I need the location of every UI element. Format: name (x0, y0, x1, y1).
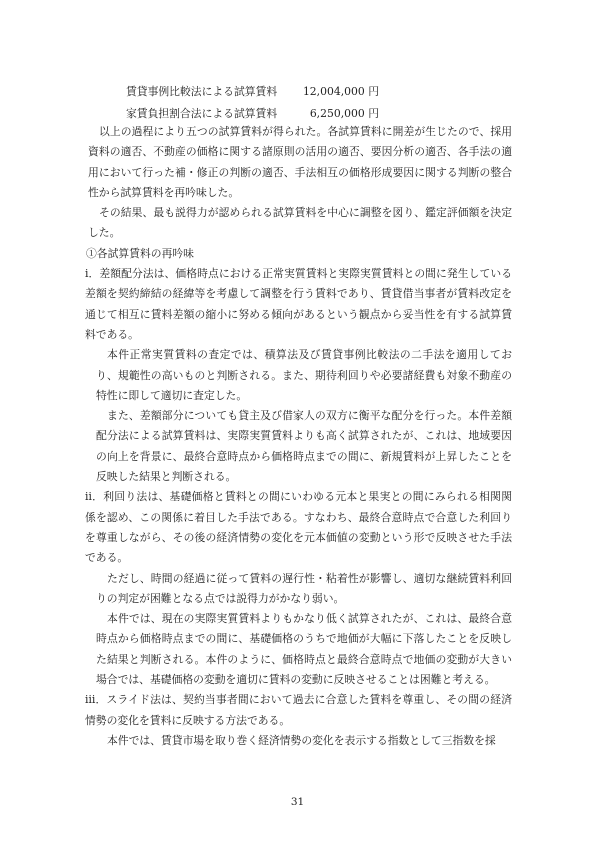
result-row-comparison (126, 85, 379, 99)
result-row-burden-ratio (126, 107, 379, 121)
paragraph-conclusion: その結果、最も説得力が認められる試算賃料を中心に調整を図り、鑑定評価額を決定した。 (88, 206, 512, 240)
page-number: 31 (290, 796, 305, 808)
list-item-paragraph: ただし、時間の経過に従って賃料の遅行性・粘着性が影響し、適切な継続賃料利回りの判定が困難となる点では説得力がかなり弱い。 (96, 571, 512, 605)
result-label: 賃貸事例比較法による試算賃料 (126, 85, 278, 98)
result-label: 家賃負担割合法による試算賃料 (126, 107, 278, 120)
list-item-paragraph: 本件正常実質賃料の査定では、積算法及び賃貸事例比較法の二手法を適用しており、規範性の高いものと判断される。また、期待利回りや必要諸経費も対象不動産の特性に即して適切に査定した。 (96, 348, 512, 402)
result-value: 12,004,000 円 (302, 85, 379, 98)
result-value: 6,250,000 円 (309, 107, 379, 120)
list-item-paragraph: また、差額部分についても貸主及び借家人の双方に衡平な配分を行った。本件差額配分法による試算賃料は、実際実質賃料よりも高く試算されたが、これは、地域要因の向上を背景に、最終合意時点から価格時点までの間に、新規賃料が上昇したことを反映した結果と判断される。 (96, 409, 512, 484)
list-item-yield-method: ⅱ．利回り法は、基礎価格と賃料との間にいわゆる元本と果実との間にみられる相関関係を認め、この関係に着目した手法である。すなわち、最終合意時点で合意した利回りを尊重しながら、その後の経済情勢の変化を元本価値の変動という形で反映させた手法である。 (85, 490, 512, 565)
list-item-paragraph: 本件では、現在の実際実質賃料よりもかなり低く試算されたが、これは、最終合意時点から価格時点までの間に、基礎価格のうちで地価が大幅に下落したことを反映した結果と判断される。本件のように、価格時点と最終合意時点で地価の変動が大きい場合では、基礎価格の変動を適切に賃料の変動に反映させることは困難と考える。 (96, 612, 512, 687)
list-item-paragraph: 本件では、賃貸市場を取り巻く経済情勢の変化を表示する指数として三指数を採 (107, 733, 496, 747)
list-item-slide-method: ⅲ．スライド法は、契約当事者間において過去に合意した賃料を尊重し、その間の経済情勢の変化を賃料に反映する方法である。 (85, 693, 512, 727)
paragraph-reexamination: 以上の過程により五つの試算賃料が得られた。各試算賃料に開差が生じたので、採用資料の適否、不動産の価格に関する諸原則の活用の適否、要因分析の適否、各手法の適用において行った補・修正の判断の適否、手法相互の価格形成要因に関する判断の整合性から試算賃料を再吟味した。 (88, 125, 512, 199)
body-text (85, 122, 512, 751)
section-heading: ①各試算賃料の再吟味 (86, 246, 194, 260)
list-item-differential-method: ⅰ．差額配分法は、価格時点における正常実質賃料と実際実質賃料との間に発生している差額を契約締結の経緯等を考慮して調整を行う賃料であり、賃貸借当事者が賃料改定を通じて相互に賃料差額の縮小に努める傾向があるという観点から妥当性を有する試算賃料である。 (85, 267, 512, 341)
